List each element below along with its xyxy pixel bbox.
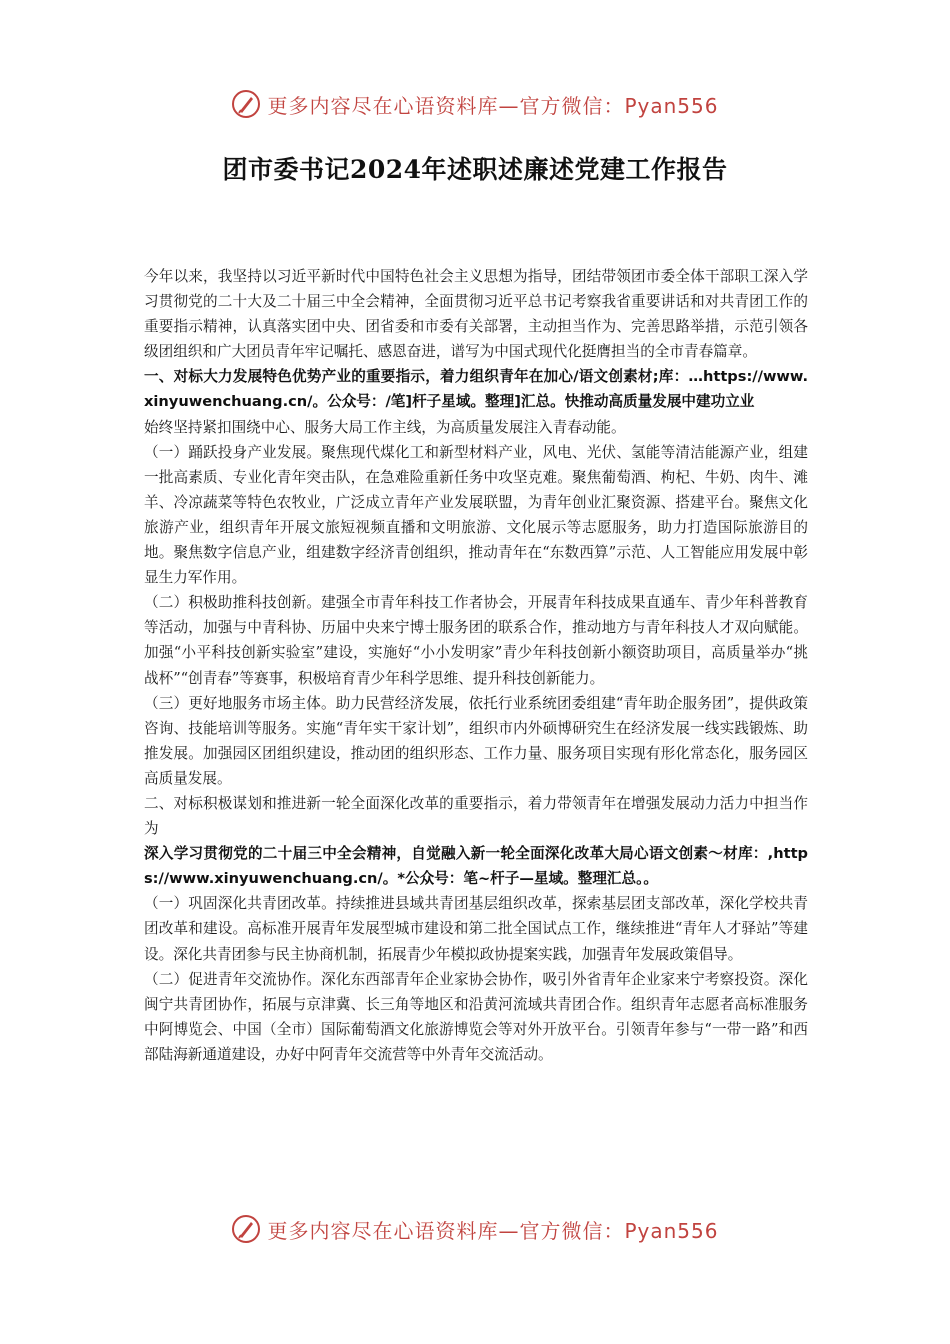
page-title: 团市委书记2024年述职述廉述党建工作报告 [222, 155, 728, 184]
document-body [144, 264, 808, 1067]
watermark-banner-bottom [0, 1209, 950, 1249]
section-1-paragraph-1: （一）踊跃投身产业发展。聚焦现代煤化工和新型材料产业，风电、光伏、氢能等清洁能源产业，组建一批高素质、专业化青年突击队，在急难险重新任务中攻坚克难。聚焦葡萄酒、枸杞、牛奶、肉牛、滩羊、冷凉蔬菜等特色农牧业，广泛成立青年产业发展联盟，为青年创业汇聚资源、搭建平台。聚焦文化旅游产业，组织青年开展文旅短视频直播和文明旅游、文化展示等志愿服务，助力打造国际旅游目的地。聚焦数字信息产业，组建数字经济青创组织，推动青年在“东数西算”示范、人工智能应用发展中彰显生力军作用。 [144, 443, 808, 587]
section-1-paragraph-3: （三）更好地服务市场主体。助力民营经济发展，依托行业系统团委组建“青年助企服务团”，提供政策咨询、技能培训等服务。实施“青年实干家计划”，组织市内外硕博研究生在经济发展一线实践锻炼、助推发展。加强园区团组织建设，推动团的组织形态、工作力量、服务项目实现有形化常态化，服务园区高质量发展。 [144, 694, 808, 787]
section-2-heading: 二、对标积极谋划和推进新一轮全面深化改革的重要指示，着力带领青年在增强发展动力活力中担当作为 [144, 794, 808, 838]
section-2-paragraph-1: （一）巩固深化共青团改革。持续推进县域共青团基层组织改革，探索基层团支部改革，深化学校共青团改革和建设。高标准开展青年发展型城市建设和第二批全国试点工作，继续推进“青年人才驿站”等建设。深化共青团参与民主协商机制，拓展青少年模拟政协提案实践，加强青年发展政策倡导。 [144, 895, 808, 963]
quill-logo-icon [231, 1214, 261, 1244]
section-2-lead: 深入学习贯彻党的二十届三中全会精神，自觉融入新一轮全面深化改革大局心语文创素～材库：,https://www.xinyuwenchuang.cn/。*公众号：笔~杆子—星域。整理汇总。。 [144, 845, 808, 888]
watermark-banner-top [0, 84, 950, 124]
section-1-paragraph-2: （二）积极助推科技创新。建强全市青年科技工作者协会，开展青年科技成果直通车、青少年科普教育等活动，加强与中青科协、历届中央来宁博士服务团的联系合作，推动地方与青年科技人才双向赋能。加强“小平科技创新实验室”建设，实施好“小小发明家”青少年科技创新小额资助项目，高质量举办“挑战杯”“创青春”等赛事，积极培育青少年科学思维、提升科技创新能力。 [144, 594, 808, 687]
section-1-heading: 一、对标大力发展特色优势产业的重要指示，着力组织青年在加心/语文创素材;库：…https://www.xinyuwenchuang.cn/。公众号：/笔]杆子星域。整理]汇总。快推动高质量发展中建功立业 [144, 368, 808, 411]
intro-paragraph: 今年以来，我坚持以习近平新时代中国特色社会主义思想为指导，团结带领团市委全体干部职工深入学习贯彻党的二十大及二十届三中全会精神，全面贯彻习近平总书记考察我省重要讲话和对共青团工作的重要指示精神，认真落实团中央、团省委和市委有关部署，主动担当作为、完善思路举措，示范引领各级团组织和广大团员青年牢记嘱托、感恩奋进，谱写为中国式现代化挺膺担当的全市青春篇章。 [144, 268, 808, 361]
section-1-lead: 始终坚持紧扣围绕中心、服务大局工作主线，为高质量发展注入青春动能。 [144, 418, 626, 436]
quill-logo-icon [231, 89, 261, 119]
watermark-text: 更多内容尽在心语资料库—官方微信：Pyan556 [267, 1218, 719, 1243]
watermark-text: 更多内容尽在心语资料库—官方微信：Pyan556 [267, 93, 719, 118]
section-2-paragraph-2: （二）促进青年交流协作。深化东西部青年企业家协会协作，吸引外省青年企业家来宁考察投资。深化闽宁共青团协作，拓展与京津冀、长三角等地区和沿黄河流域共青团合作。组织青年志愿者高标准服务中阿博览会、中国（全市）国际葡萄酒文化旅游博览会等对外开放平台。引领青年参与“一带一路”和西部陆海新通道建设，办好中阿青年交流营等中外青年交流活动。 [144, 970, 808, 1063]
